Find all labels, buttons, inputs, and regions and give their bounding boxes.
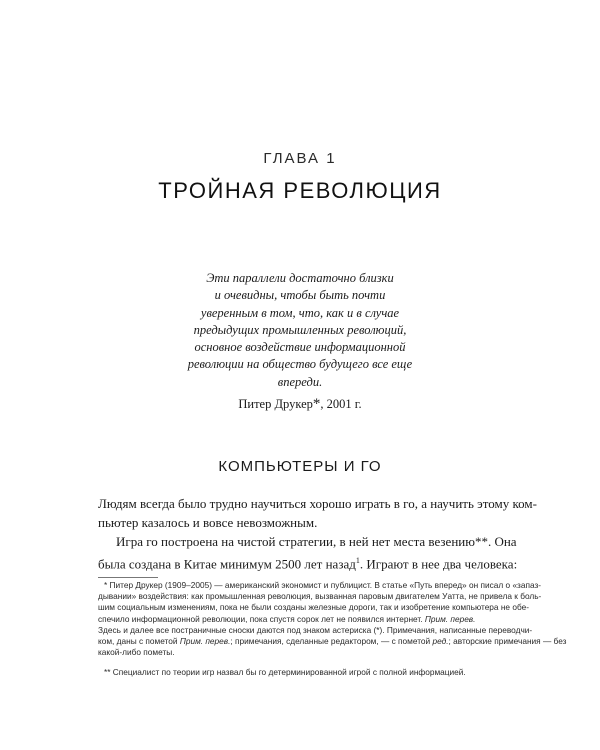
footnote-text: ; примечания, сделанные редактором, — с пометой [230, 636, 433, 647]
body-line: Людям всегда было трудно научиться хорошо играть в го, а научить этому ком- [98, 496, 537, 511]
body-line-part: была создана в Китае минимум 2500 лет назад [98, 556, 356, 572]
footnote-divider [98, 577, 158, 578]
footnote-line: Здесь и далее все постраничные сноски даются под знаком астериска (*). Примечания, написанные переводчи- [98, 624, 533, 635]
footnote-text: ком, даны с пометой [98, 636, 180, 647]
body-line: пьютер казалось и вовсе невозможным. [98, 515, 318, 530]
body-line-part: . Играют в нее два человека: [359, 556, 518, 572]
epigraph-author: Питер Друкер [238, 397, 313, 411]
epigraph-attribution [180, 397, 420, 412]
epigraph-line: и очевидны, чтобы быть почти [214, 288, 386, 303]
endnote-reference[interactable]: 1 [355, 556, 360, 565]
body-line: Игра го построена на чистой стратегии, в ней нет места везению**. Она [116, 534, 517, 549]
epigraph-line: впереди. [277, 374, 323, 389]
epigraph-line: основное воздействие информационной [194, 340, 406, 355]
epigraph [180, 270, 420, 391]
epigraph-line: уверенным в том, что, как и в случае [200, 305, 400, 320]
footnote-text: ; авторские примечания — без [448, 636, 567, 647]
footnote-text: спечило информационной революции, пока спустя сорок лет не появился интернет. [98, 613, 425, 624]
footnote-line: * Питер Друкер (1909–2005) — американский экономист и публицист. В статье «Путь вперед» он писал о «запаз- [104, 580, 542, 590]
chapter-title: ТРОЙНАЯ РЕВОЛЮЦИЯ [158, 178, 442, 203]
epigraph-line: Эти параллели достаточно близки [206, 271, 394, 285]
footnote-line [98, 614, 504, 625]
body-text [98, 494, 537, 573]
footnote-line [98, 636, 567, 647]
epigraph-line: предыдущих промышленных революций, [193, 322, 407, 337]
footnotes [98, 580, 567, 679]
footnote-note: ред. [432, 636, 449, 647]
section-heading: КОМПЬЮТЕРЫ И ГО [218, 458, 382, 475]
footnote-line: какой-либо пометы. [98, 647, 175, 658]
footnote-line: ** Специалист по теории игр назвал бы го детерминированной игрой с полной информацией. [104, 667, 466, 678]
footnote-note: Прим. перев. [179, 636, 231, 647]
chapter-number: ГЛАВА 1 [263, 150, 337, 167]
body-line [98, 551, 518, 573]
footnote-line: шим социальным изменениям, пока не были созданы железные дороги, так и изобретение компьютера не обе- [98, 602, 529, 613]
epigraph-year: , 2001 г. [320, 397, 362, 411]
footnote-marker: * [312, 396, 321, 412]
footnote-note: Прим. перев. [424, 613, 476, 624]
footnote-line: дывании» воздействия: как промышленная революция, вызванная паровым двигателем Уатта, не привела к боль- [98, 591, 542, 602]
epigraph-line: революции на общество будущего все еще [187, 357, 413, 372]
